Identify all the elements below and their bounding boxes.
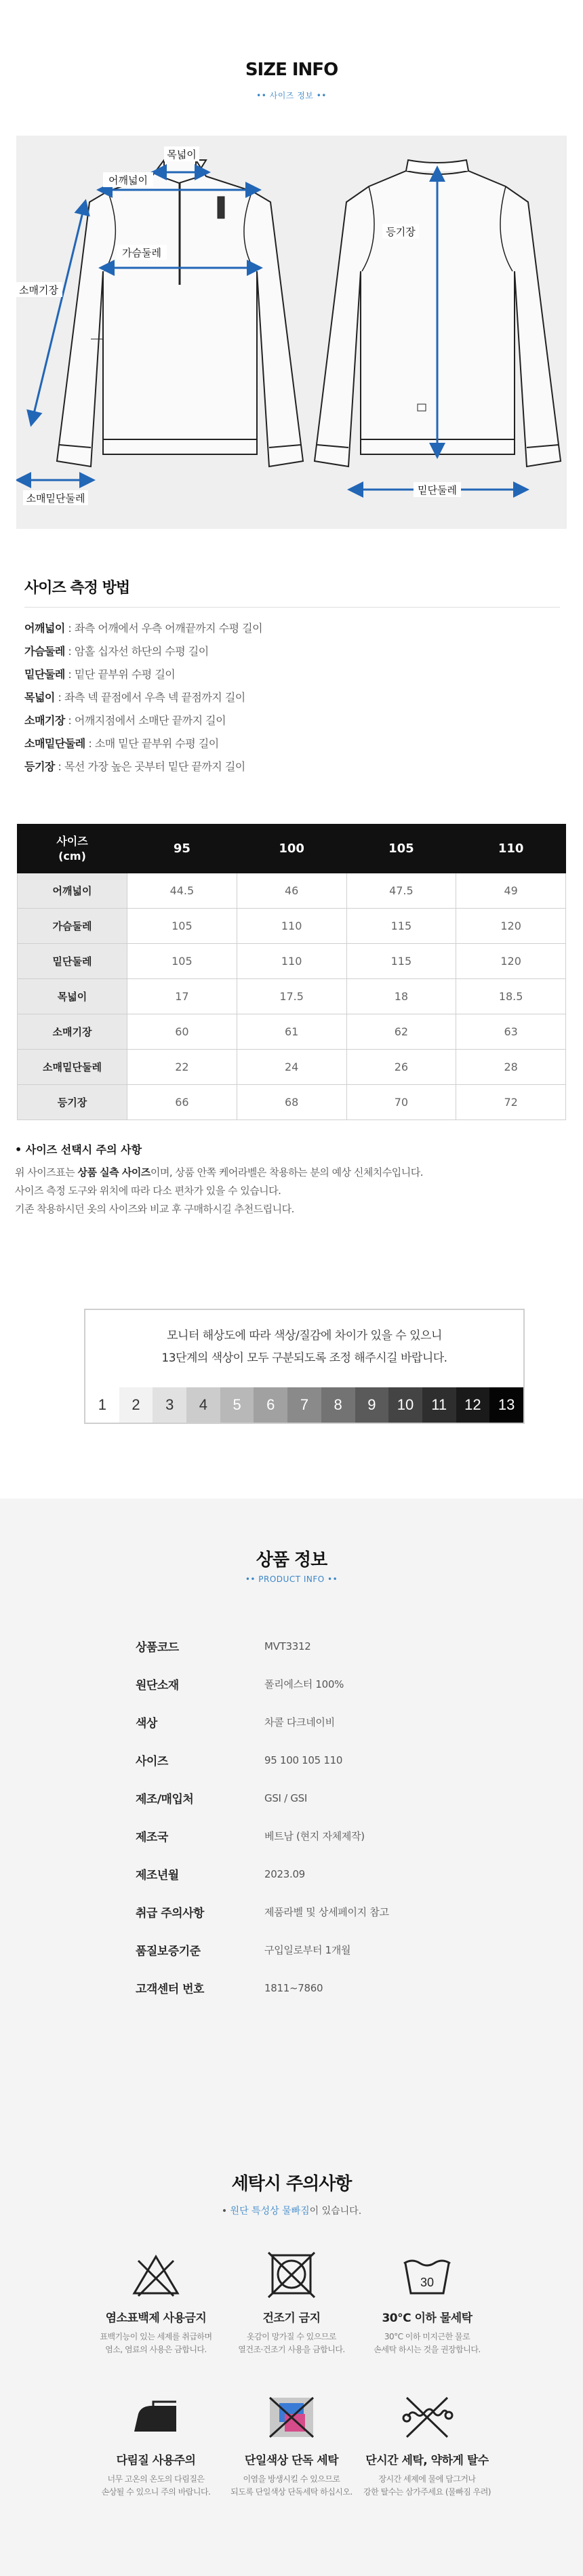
info-row: 사이즈 95 100 105 110 <box>136 1753 343 1768</box>
info-row: 원단소재 폴리에스터 100% <box>136 1678 344 1692</box>
table-cell: 68 <box>237 1085 346 1120</box>
table-cell: 115 <box>346 944 456 979</box>
product-info-list <box>136 1627 515 2007</box>
wash-item <box>339 2251 515 2356</box>
wash-30-icon <box>400 2251 454 2299</box>
table-cell: 62 <box>346 1014 456 1050</box>
label-chest: 가슴둘레 <box>122 247 161 259</box>
wash-subtitle: • 원단 특성상 물빠짐이 있습니다. <box>221 2206 362 2217</box>
label-length: 등기장 <box>386 226 416 238</box>
label-cuff: 소매밑단둘레 <box>26 492 85 504</box>
product-info-subtitle: •• PRODUCT INFO •• <box>245 1574 338 1584</box>
info-row: 취급 주의사항 제품라벨 및 상세페이지 참고 <box>136 1906 389 1920</box>
measure-item: 소매기장 : 어깨지점에서 소매단 끝까지 길이 <box>24 714 226 727</box>
table-cell: 24 <box>237 1050 346 1085</box>
svg-text:30: 30 <box>420 2276 435 2289</box>
gray-swatch: 13 <box>489 1387 523 1423</box>
row-label: 등기장 <box>18 1085 127 1120</box>
table-cell: 105 <box>127 944 237 979</box>
table-cell: 17.5 <box>237 979 346 1014</box>
table-cell: 115 <box>346 909 456 944</box>
wash-title: 세탁시 주의사항 <box>231 2174 352 2194</box>
measure-item: 목넓이 : 좌측 넥 끝점에서 우측 넥 끝점까지 길이 <box>24 691 245 704</box>
gray-swatch: 9 <box>355 1387 389 1423</box>
no-wring-icon <box>400 2394 454 2441</box>
table-cell: 66 <box>127 1085 237 1120</box>
wash-item-title: 염소표백제 사용금지 <box>105 2312 207 2325</box>
no-bleach-icon <box>129 2251 183 2299</box>
measure-item: 밑단둘레 : 밑단 끝부위 수평 길이 <box>24 668 176 681</box>
measure-item: 등기장 : 목선 가장 높은 곳부터 밑단 끝까지 길이 <box>24 760 245 773</box>
size-caution <box>15 1141 557 1218</box>
row-label: 어깨넓이 <box>18 873 127 909</box>
table-cell: 70 <box>346 1085 456 1120</box>
table-cell: 110 <box>237 909 346 944</box>
monitor-line: 모니터 해상도에 따라 색상/질감에 차이가 있을 수 있으니 <box>167 1329 442 1343</box>
caution-line: 기존 착용하시던 옷의 사이즈와 비교 후 구매하시길 추천드립니다. <box>15 1203 294 1215</box>
monitor-line: 13단계의 색상이 모두 구분되도록 조정 해주시길 바랍니다. <box>161 1351 447 1365</box>
row-label: 소매기장 <box>18 1014 127 1050</box>
size-col-header: 110 <box>456 825 566 873</box>
gray-swatch: 2 <box>119 1387 153 1423</box>
measure-title: 사이즈 측정 방법 <box>24 576 560 608</box>
gray-swatch: 3 <box>153 1387 186 1423</box>
measure-item: 어깨넓이 : 좌측 어깨에서 우측 어깨끝까지 수평 길이 <box>24 622 263 635</box>
table-cell: 26 <box>346 1050 456 1085</box>
info-row: 상품코드 MVT3312 <box>136 1640 311 1654</box>
info-row: 색상 차콜 다크네이비 <box>136 1716 335 1730</box>
separate-wash-icon <box>264 2394 319 2441</box>
gray-swatch: 8 <box>321 1387 355 1423</box>
table-cell: 28 <box>456 1050 566 1085</box>
table-cell: 72 <box>456 1085 566 1120</box>
table-cell: 17 <box>127 979 237 1014</box>
table-row <box>18 909 566 944</box>
table-cell: 63 <box>456 1014 566 1050</box>
info-row: 제조년월 2023.09 <box>136 1867 305 1882</box>
size-col-header: 95 <box>127 825 237 873</box>
garment-diagram <box>16 136 567 529</box>
jacket-front-drawing <box>57 160 303 467</box>
size-col-header: 100 <box>237 825 346 873</box>
caution-line: 위 사이즈표는 상품 실측 사이즈이며, 상품 안쪽 케어라벨은 착용하는 분의 예상 신체치수입니다. <box>15 1166 424 1178</box>
table-cell: 60 <box>127 1014 237 1050</box>
monitor-notice-text <box>85 1325 523 1370</box>
gray-swatch: 12 <box>456 1387 490 1423</box>
table-cell: 110 <box>237 944 346 979</box>
row-label: 소매밑단둘레 <box>18 1050 127 1085</box>
row-label: 목넓이 <box>18 979 127 1014</box>
table-row <box>18 1014 566 1050</box>
wash-item-title: 단일색상 단독 세탁 <box>244 2454 339 2468</box>
monitor-notice-section <box>0 1241 583 1499</box>
measure-item: 소매밑단둘레 : 소매 밑단 끝부위 수평 길이 <box>24 737 219 750</box>
wash-item-desc: 30°C 이하 미지근한 물로 손세탁 하시는 것을 권장합니다. <box>374 2332 481 2354</box>
wash-item <box>339 2394 515 2499</box>
table-cell: 61 <box>237 1014 346 1050</box>
caution-line: 사이즈 측정 도구와 위치에 따라 다소 편차가 있을 수 있습니다. <box>15 1185 281 1197</box>
wash-item-title: 다림질 사용주의 <box>116 2454 196 2468</box>
wash-item-title: 30°C 이하 물세탁 <box>382 2312 473 2325</box>
table-cell: 18.5 <box>456 979 566 1014</box>
table-cell: 44.5 <box>127 873 237 909</box>
size-info-subtitle: •• 사이즈 정보 •• <box>256 91 327 100</box>
size-table <box>17 824 566 1120</box>
table-cell: 120 <box>456 909 566 944</box>
wash-item-desc: 이염을 방생시킬 수 있으므로 되도록 단일색상 단독세탁 하십시오. <box>230 2474 353 2497</box>
gray-scale-strip <box>85 1387 523 1423</box>
wash-item-title: 단시간 세탁, 약하게 탈수 <box>365 2454 489 2468</box>
size-table-header <box>18 825 566 873</box>
table-cell: 49 <box>456 873 566 909</box>
wash-care-section <box>0 2095 583 2576</box>
size-info-section <box>0 0 583 1241</box>
table-row <box>18 1085 566 1120</box>
measure-item: 가슴둘레 : 암홀 십자선 하단의 수평 길이 <box>24 645 209 658</box>
table-cell: 47.5 <box>346 873 456 909</box>
size-info-title: SIZE INFO <box>245 60 338 80</box>
info-row: 제조국 베트남 (현지 자체제작) <box>136 1830 365 1844</box>
table-row <box>18 979 566 1014</box>
table-row <box>18 944 566 979</box>
low-iron-icon <box>129 2394 183 2441</box>
row-label: 가슴둘레 <box>18 909 127 944</box>
label-hem: 밑단둘레 <box>418 484 457 496</box>
table-cell: 18 <box>346 979 456 1014</box>
info-row: 품질보증기준 구입일로부터 1개월 <box>136 1944 351 1958</box>
table-cell: 46 <box>237 873 346 909</box>
gray-swatch: 1 <box>85 1387 119 1423</box>
table-cell: 105 <box>127 909 237 944</box>
jacket-diagram-svg <box>16 136 567 529</box>
gray-swatch: 5 <box>220 1387 254 1423</box>
gray-swatch: 7 <box>287 1387 321 1423</box>
gray-swatch: 4 <box>186 1387 220 1423</box>
wash-item-desc: 너무 고온의 온도의 다림질은 손상될 수 있으니 주의 바랍니다. <box>101 2474 211 2497</box>
gray-swatch: 11 <box>422 1387 456 1423</box>
table-row <box>18 873 566 909</box>
label-neck: 목넓이 <box>167 148 197 161</box>
caution-title: • 사이즈 선택시 주의 사항 <box>15 1143 142 1156</box>
gray-swatch: 6 <box>254 1387 287 1423</box>
wash-item-desc: 옷감이 망가질 수 있으므로 열건조·건조기 사용을 금합니다. <box>238 2332 345 2354</box>
no-tumble-dry-icon <box>264 2251 319 2299</box>
info-row: 제조/매입처 GSI / GSI <box>136 1791 308 1806</box>
gray-swatch: 10 <box>388 1387 422 1423</box>
measure-list <box>24 617 560 778</box>
row-label: 밑단둘레 <box>18 944 127 979</box>
product-info-section <box>0 1499 583 2095</box>
wash-item-desc: 장시간 세제에 물에 담그거나 강한 탈수는 삼가주세요 (물빠짐 우려) <box>363 2474 491 2497</box>
size-col-header: 105 <box>346 825 456 873</box>
label-shoulder: 어깨넓이 <box>108 174 148 186</box>
monitor-notice-box <box>84 1309 525 1424</box>
label-sleeve: 소매기장 <box>19 284 58 296</box>
product-info-title: 상품 정보 <box>256 1550 327 1570</box>
table-cell: 22 <box>127 1050 237 1085</box>
measure-method <box>24 576 560 778</box>
table-row <box>18 1050 566 1085</box>
info-row: 고객센터 번호 1811~7860 <box>136 1981 323 1996</box>
table-cell: 120 <box>456 944 566 979</box>
wash-item-desc: 표백기능이 있는 세제를 취급하며 염소, 염료의 사용은 금합니다. <box>100 2332 212 2354</box>
wash-item-title: 건조기 금지 <box>262 2312 321 2325</box>
size-corner-cell: 사이즈 (cm) <box>18 825 127 873</box>
